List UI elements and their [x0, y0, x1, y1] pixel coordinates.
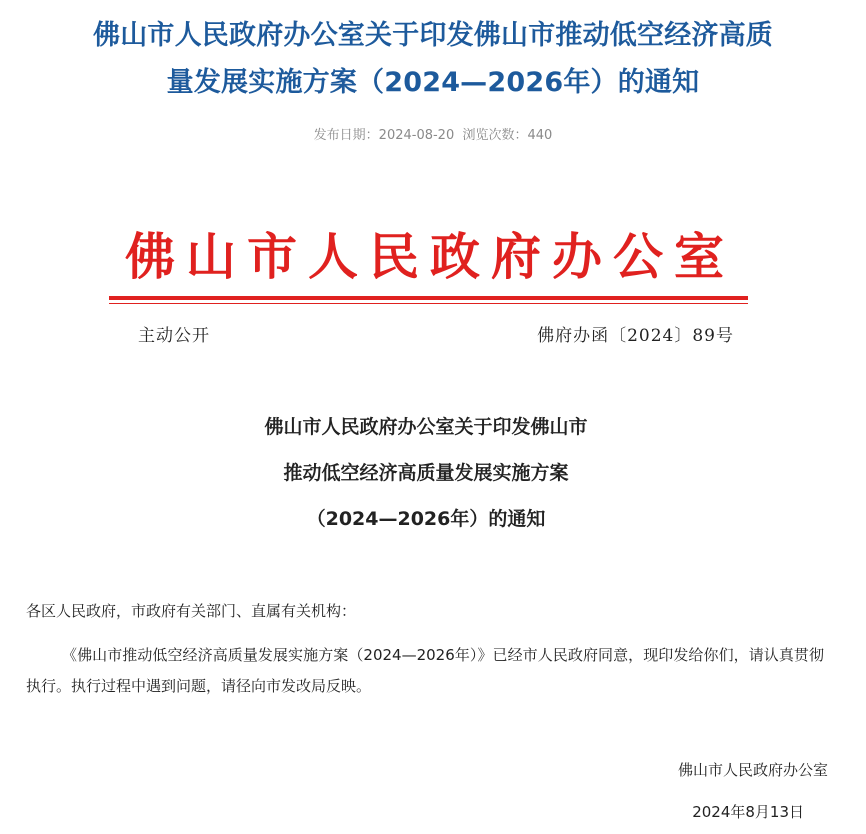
- page-title-line-2: 量发展实施方案（2024—2026年）的通知: [166, 67, 700, 98]
- view-count-label: 浏览次数：: [462, 128, 528, 143]
- publish-date-label: 发布日期：: [313, 128, 379, 143]
- notice-body: 《佛山市推动低空经济高质量发展实施方案（2024—2026年）》已经市人民政府同意，现印发给你们，请认真贯彻执行。执行过程中遇到问题，请径向市发改局反映。: [26, 646, 824, 695]
- document-number: 佛府办函〔2024〕89号: [537, 326, 734, 346]
- publish-date: 2024-08-20: [378, 128, 455, 143]
- notice-title-line-2: 推动低空经济高质量发展实施方案: [283, 462, 569, 484]
- red-header-rule-thick: [109, 296, 748, 300]
- issue-date: 2024年8月13日: [692, 803, 804, 821]
- article-meta: [0, 126, 866, 146]
- salutation: 各区人民政府，市政府有关部门、直属有关机构：: [26, 602, 357, 620]
- red-header-rule-thin: [109, 303, 748, 304]
- page-title: [14, 12, 852, 106]
- notice-title-line-1: 佛山市人民政府办公室关于印发佛山市: [264, 416, 588, 438]
- notice-title-line-3: （2024—2026年）的通知: [306, 508, 546, 530]
- signature: 佛山市人民政府办公室: [677, 761, 828, 779]
- issuer-red-header: 佛山市人民政府办公室: [125, 227, 735, 286]
- page-title-line-1: 佛山市人民政府办公室关于印发佛山市推动低空经济高质: [93, 20, 773, 51]
- view-count: 440: [527, 128, 553, 143]
- disclosure-type: 主动公开: [138, 326, 210, 346]
- notice-title: [0, 404, 852, 542]
